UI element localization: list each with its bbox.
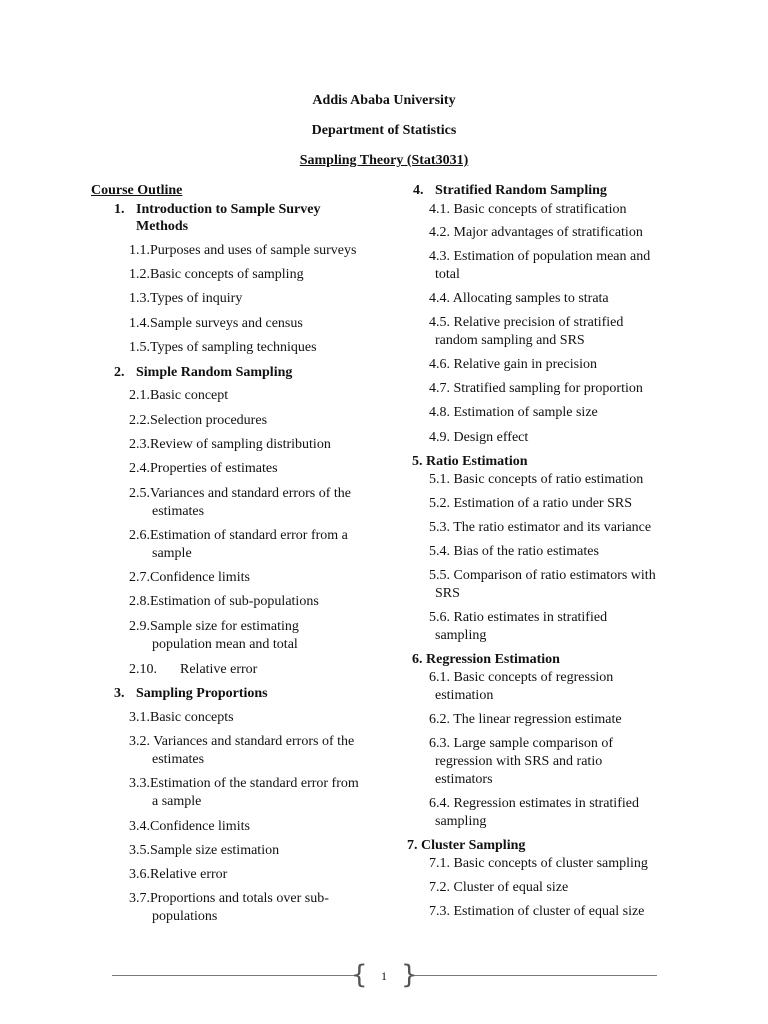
list-item-cont: random sampling and SRS <box>435 333 585 348</box>
list-item: 2.5.Variances and standard errors of the <box>129 486 351 501</box>
list-item-cont: total <box>435 267 460 282</box>
list-item: 6.3. Large sample comparison of <box>429 736 614 751</box>
list-item: 5.3. The ratio estimator and its variance <box>429 520 652 535</box>
list-item: 4.9. Design effect <box>429 430 529 445</box>
list-item: 2.2.Selection procedures <box>129 413 268 428</box>
list-item: 4.2. Major advantages of stratification <box>429 225 643 240</box>
section-1-number: 1. <box>114 202 125 217</box>
section-7-title: 7. Cluster Sampling <box>407 838 526 853</box>
list-item: 4.7. Stratified sampling for proportion <box>429 381 643 396</box>
list-item: 2.3.Review of sampling distribution <box>129 437 331 452</box>
page-number: 1 <box>381 969 387 983</box>
list-item: 5.6. Ratio estimates in stratified <box>429 610 608 625</box>
list-item-cont: sampling <box>435 814 487 829</box>
course-title: Sampling Theory (Stat3031) <box>299 153 469 168</box>
list-item: 7.3. Estimation of cluster of equal size <box>429 904 645 919</box>
list-item: 6.4. Regression estimates in stratified <box>429 796 639 811</box>
list-item-cont: populations <box>152 909 218 924</box>
section-6-title: 6. Regression Estimation <box>412 652 560 667</box>
list-item: 3.6.Relative error <box>129 867 228 882</box>
list-item: 4.8. Estimation of sample size <box>429 405 598 420</box>
list-item: 2.6.Estimation of standard error from a <box>129 528 348 543</box>
list-item: 2.4.Properties of estimates <box>129 461 278 476</box>
section-2-number: 2. <box>114 365 125 380</box>
list-item: 5.2. Estimation of a ratio under SRS <box>429 496 632 511</box>
section-4-number: 4. <box>413 183 424 198</box>
list-item: 3.4.Confidence limits <box>129 819 250 834</box>
section-1-title: Introduction to Sample Survey <box>136 202 321 217</box>
section-1-title-cont: Methods <box>136 219 189 234</box>
list-item-cont: sample <box>152 546 192 561</box>
section-3-title: Sampling Proportions <box>136 686 268 701</box>
list-item: 1.4.Sample surveys and census <box>129 316 303 331</box>
university-name: Addis Ababa University <box>312 93 456 108</box>
outline-title: Course Outline <box>91 183 183 198</box>
list-item: 5.1. Basic concepts of ratio estimation <box>429 472 644 487</box>
list-item-cont: a sample <box>152 794 202 809</box>
section-5-title: 5. Ratio Estimation <box>412 454 528 469</box>
list-item: Relative error <box>180 662 258 677</box>
list-item: 1.3.Types of inquiry <box>129 291 243 306</box>
list-item: 4.1. Basic concepts of stratification <box>429 202 627 217</box>
list-item-cont: population mean and total <box>152 637 298 652</box>
list-item: 3.3.Estimation of the standard error from <box>129 776 359 791</box>
list-item: 5.4. Bias of the ratio estimates <box>429 544 599 559</box>
section-2-title: Simple Random Sampling <box>136 365 293 380</box>
list-item-cont: estimates <box>152 504 205 519</box>
list-item-cont: estimates <box>152 752 205 767</box>
section-4-title: Stratified Random Sampling <box>435 183 607 198</box>
list-item: 6.2. The linear regression estimate <box>429 712 622 727</box>
list-item-cont: regression with SRS and ratio <box>435 754 603 769</box>
list-item-cont: sampling <box>435 628 487 643</box>
list-item: 3.1.Basic concepts <box>129 710 234 725</box>
list-item: 1.5.Types of sampling techniques <box>129 340 317 355</box>
department-name: Department of Statistics <box>311 123 457 138</box>
footer-rule-left <box>112 975 355 976</box>
list-item: 4.5. Relative precision of stratified <box>429 315 624 330</box>
list-item: 5.5. Comparison of ratio estimators with <box>429 568 656 583</box>
list-item: 7.2. Cluster of equal size <box>429 880 569 895</box>
list-item-number: 2.10. <box>129 662 157 677</box>
list-item: 3.2. Variances and standard errors of the <box>129 734 355 749</box>
list-item-cont: SRS <box>435 586 460 601</box>
list-item: 2.9.Sample size for estimating <box>129 619 299 634</box>
list-item: 2.7.Confidence limits <box>129 570 250 585</box>
list-item: 6.1. Basic concepts of regression <box>429 670 614 685</box>
right-brace-icon: } <box>401 960 418 990</box>
list-item: 1.2.Basic concepts of sampling <box>129 267 304 282</box>
list-item: 4.4. Allocating samples to strata <box>429 291 609 306</box>
list-item: 1.1.Purposes and uses of sample surveys <box>129 243 357 258</box>
footer-rule-right <box>414 975 657 976</box>
list-item-cont: estimation <box>435 688 494 703</box>
list-item: 2.1.Basic concept <box>129 388 229 403</box>
list-item: 4.3. Estimation of population mean and <box>429 249 651 264</box>
list-item: 7.1. Basic concepts of cluster sampling <box>429 856 648 871</box>
section-3-number: 3. <box>114 686 125 701</box>
list-item: 3.7.Proportions and totals over sub- <box>129 891 329 906</box>
left-brace-icon: { <box>351 960 368 990</box>
list-item: 4.6. Relative gain in precision <box>429 357 597 372</box>
list-item: 3.5.Sample size estimation <box>129 843 280 858</box>
list-item: 2.8.Estimation of sub-populations <box>129 594 319 609</box>
list-item-cont: estimators <box>435 772 493 787</box>
